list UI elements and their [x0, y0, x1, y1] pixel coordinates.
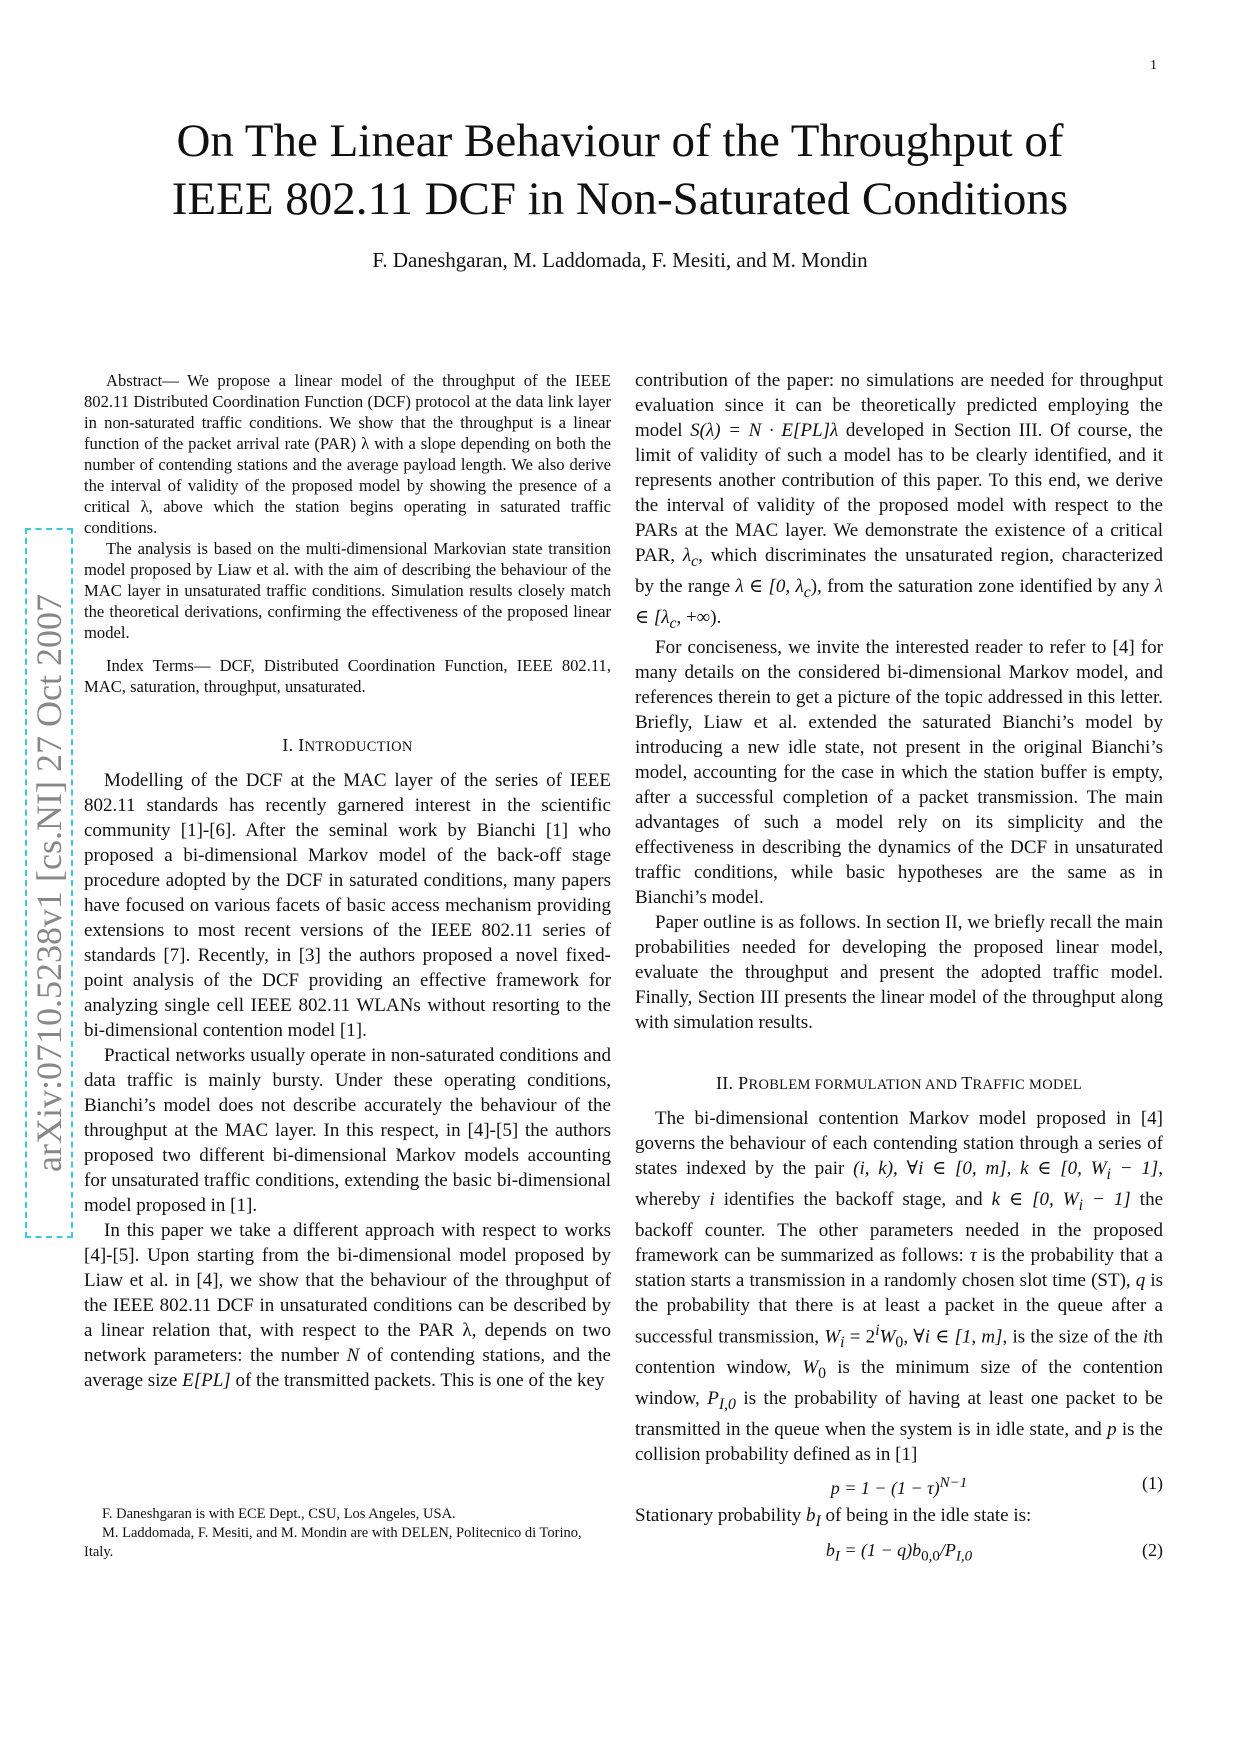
text-run: of contending stations, and the average size: [84, 1345, 611, 1391]
section-numeral: II.: [715, 1073, 739, 1094]
intro-paragraph-5: For conciseness, we invite the interested reader to refer to [4] for many details on the considered bi-dimensional Markov model, and references therein to get a picture of the topic addressed in this letter. Briefly, Liaw et al. extended the saturated Bianchi’s model by introducing a new idle state, not present in the original Bianchi’s model, accounting for the case in which the station buffer is empty, after a successful completion of a packet transmission. The main advantages of such a model rely on its simplicity and the effectiveness in describing the dynamics of the DCF in unsaturated traffic conditions, while basic hypotheses are the same as in Bianchi’s model.: [635, 637, 1163, 909]
section-heading-problem-formulation: [635, 1073, 1163, 1094]
text-run: th contention window,: [635, 1326, 1164, 1379]
math-var: i: [709, 1189, 715, 1211]
math-var: W: [824, 1326, 841, 1348]
text-run: is the probability of having at least one packet to be transmitted in the queue when the system is in idle state, and: [635, 1387, 1163, 1440]
index-terms: Index Terms— DCF, Distributed Coordination Function, IEEE 802.11, MAC, saturation, throughput, unsaturated.: [84, 656, 611, 696]
math-var: p: [1107, 1418, 1117, 1440]
math-expression: , +∞): [676, 606, 717, 628]
abstract-paragraph-1: Abstract— We propose a linear model of the throughput of the IEEE 802.11 Distributed Coordination Function (DCF) protocol at the data link layer in non-saturated traffic conditions. We show that the throughput is a linear function of the packet arrival rate (PAR) λ with a slope depending on both the number of contending stations and the average payload length. We also derive the interval of validity of the proposed model by showing the presence of a critical λ, above which the station begins operating in saturated traffic conditions.: [84, 371, 611, 537]
math-subscript: 0,0: [921, 1548, 940, 1565]
text-run: identifies the backoff stage, and: [714, 1189, 992, 1211]
text-run: .: [716, 606, 722, 628]
text-run: , from the saturation zone identified by any: [817, 575, 1155, 597]
section-heading-rest: ROBLEM FORMULATION AND: [748, 1077, 962, 1094]
math-expression: , ∀i ∈ [1, m]: [903, 1326, 1003, 1348]
text-run: , is the size of the: [1002, 1326, 1143, 1348]
math-var: W: [879, 1326, 896, 1348]
math-var: N: [346, 1345, 360, 1366]
math-subscript: c: [803, 583, 811, 601]
math-superscript: i: [875, 1321, 880, 1339]
introduction-body: [84, 768, 611, 1393]
text-run: is the probability that a station starts a transmission in a randomly chosen slot time (ST),: [635, 1244, 1163, 1291]
left-column: [84, 370, 611, 1393]
math-var: i: [1142, 1326, 1149, 1348]
math-subscript: 0: [818, 1364, 827, 1382]
footnotes: [84, 1505, 611, 1562]
text-run: , whereby: [635, 1158, 1164, 1211]
abstract-paragraph-2: The analysis is based on the multi-dimensional Markovian state transition model proposed by Liaw et al. with the aim of describing the behaviour of the MAC layer in unsaturated traffic conditions. Simulation results closely match the theoretical derivations, confirming the effectiveness of the proposed linear model.: [84, 539, 611, 642]
math-expression: S(λ) = N · E[PL]λ: [690, 420, 839, 441]
section-numeral: I.: [282, 735, 299, 755]
intro-paragraph-4: [635, 368, 1163, 635]
intro-paragraph-1: Modelling of the DCF at the MAC layer of the series of IEEE 802.11 standards has recently garnered interest in the scientific community [1]-[6]. After the seminal work by Bianchi [1] who proposed a bi-dimensional Markov model of the back-off stage procedure adopted by the DCF in saturated conditions, many papers have focused on various facets of basic access mechanism providing extensions to most recent versions of the IEEE 802.11 series of standards [7]. Recently, in [3] the authors proposed a novel fixed-point analysis of the DCF providing an effective framework for analyzing single cell IEEE 802.11 WLANs without resorting to the bi-dimensional contention model [1].: [84, 770, 611, 1041]
math-expression: − 1]: [1110, 1158, 1159, 1180]
authors: F. Daneshgaran, M. Laddomada, F. Mesiti, and M. Mondin: [372, 248, 868, 272]
equation-body: /P: [939, 1539, 956, 1560]
text-run: of the transmitted packets. This is one of the key: [230, 1370, 605, 1391]
math-subscript: I: [815, 1512, 821, 1530]
section-heading-cap: P: [738, 1073, 749, 1094]
equation-1: [635, 1469, 1163, 1497]
math-expression: (i, k), ∀i ∈ [0, m], k ∈ [0, W: [853, 1158, 1107, 1180]
intro-paragraph-2: Practical networks usually operate in non-saturated conditions and data traffic is mainly bursty. Under these operating conditions, Bianchi’s model does not describe accurately the behaviour of the throughput at the MAC layer. In this respect, in [4]-[5] the authors proposed two different bi-dimensional Markov models accounting for unsaturated traffic conditions, extending the basic bi-dimensional model proposed in [1].: [84, 1045, 611, 1216]
right-column: [635, 368, 1163, 1570]
text-run: contribution of the paper: no simulations are needed for throughput evaluation since it can be theoretically predicted employing the model: [635, 370, 1163, 441]
math-subscript: c: [691, 552, 699, 570]
math-expression: k ∈ [0, W: [991, 1189, 1079, 1211]
section-heading-cap: I: [298, 735, 305, 755]
text-run: In this paper we take a different approach with respect to works [4]-[5]. Upon starting from the bi-dimensional model proposed by Liaw et al. in [4], we show that the behaviour of the throughput of the IEEE 802.11 DCF in unsaturated conditions can be described by a linear relation that, with respect to the PAR λ, depends on two network parameters: the number: [84, 1220, 611, 1366]
page-number: 1: [1150, 58, 1157, 73]
text-run: is the collision probability defined as in [1]: [635, 1418, 1163, 1465]
text-run: developed in Section III. Of course, the limit of validity of such a model has to be clearly identified, and it represents another contribution of this paper. To this end, we derive the interval of validity of the proposed model with respect to the PARs at the MAC layer. We demonstrate the existence of a critical PAR,: [635, 420, 1163, 566]
text-run: , which discriminates the unsaturated region, characterized by the range: [635, 545, 1163, 597]
title-line-1: On The Linear Behaviour of the Throughput of: [176, 115, 1064, 167]
section-heading-rest: RAFFIC MODEL: [972, 1077, 1083, 1094]
equation-body: = (1 − q)b: [839, 1539, 922, 1560]
math-subscript: 0: [895, 1334, 904, 1352]
math-subscript: I: [834, 1548, 840, 1565]
section2-body: [635, 1106, 1163, 1563]
math-var: W: [802, 1357, 819, 1379]
right-body: [635, 368, 1163, 1035]
title-line-2: IEEE 802.11 DCF in Non-Saturated Conditions: [171, 173, 1069, 225]
arxiv-stamp[interactable]: arXiv:0710.5238v1 [cs.NI] 27 Oct 2007: [25, 528, 73, 1238]
section2-paragraph-1: [635, 1106, 1163, 1466]
equation-2: [635, 1536, 1163, 1564]
math-var: λ: [682, 545, 692, 566]
equation-number: (1): [1142, 1472, 1163, 1493]
math-expression: = 2: [844, 1326, 876, 1348]
intro-paragraph-6: Paper outline is as follows. In section II, we briefly recall the main probabilities needed for developing the proposed linear model, evaluate the throughput and present the adopted traffic model. Finally, Section III presents the linear model of the throughput along with simulation results.: [635, 912, 1163, 1034]
equation-number: (2): [1142, 1539, 1163, 1560]
math-expression: λ ∈ [λ: [635, 575, 1164, 628]
math-var: E[PL]: [182, 1370, 231, 1391]
section-heading-cap: T: [961, 1073, 973, 1094]
math-subscript: I,0: [718, 1395, 736, 1413]
math-subscript: I,0: [955, 1548, 973, 1565]
math-var: b: [805, 1504, 816, 1526]
text-run: is the probability that there is at least a packet in the queue after a successful transmission,: [635, 1269, 1163, 1348]
math-expression: λ ∈ [0, λ: [735, 575, 804, 597]
section-heading-rest: NTRODUCTION: [304, 739, 413, 755]
math-subscript: i: [1106, 1166, 1111, 1184]
text-run: the backoff counter. The other parameters needed in the proposed framework can be summarized as follows:: [635, 1189, 1164, 1266]
footnote-1: F. Daneshgaran is with ECE Dept., CSU, Los Angeles, USA.: [102, 1506, 456, 1522]
equation-body: p = 1 − (1 − τ): [830, 1477, 940, 1498]
intro-paragraph-3: [84, 1218, 611, 1393]
equation-body: b: [825, 1539, 835, 1560]
math-subscript: i: [840, 1334, 845, 1352]
abstract: [84, 370, 611, 643]
math-var: q: [1135, 1269, 1146, 1291]
math-subscript: c: [669, 614, 677, 632]
math-var: τ: [969, 1244, 977, 1266]
math-expression: − 1]: [1083, 1189, 1131, 1211]
paper-title: [60, 112, 1180, 228]
math-expression: ): [810, 575, 818, 597]
text-run: The bi-dimensional contention Markov model proposed in [4] governs the behaviour of each contending station through a series of states indexed by the pair: [635, 1108, 1163, 1180]
text-run: Stationary probability: [635, 1504, 806, 1526]
footnote-2: M. Laddomada, F. Mesiti, and M. Mondin are with DELEN, Politecnico di Torino, Italy.: [84, 1525, 582, 1560]
text-run: of being in the idle state is:: [820, 1504, 1032, 1526]
text-run: is the minimum size of the contention window,: [635, 1357, 1163, 1409]
math-var: P: [707, 1387, 719, 1409]
section2-paragraph-2: [635, 1503, 1163, 1534]
math-superscript: N−1: [939, 1474, 968, 1491]
math-subscript: i: [1078, 1196, 1084, 1214]
section-heading-introduction: [84, 735, 611, 756]
